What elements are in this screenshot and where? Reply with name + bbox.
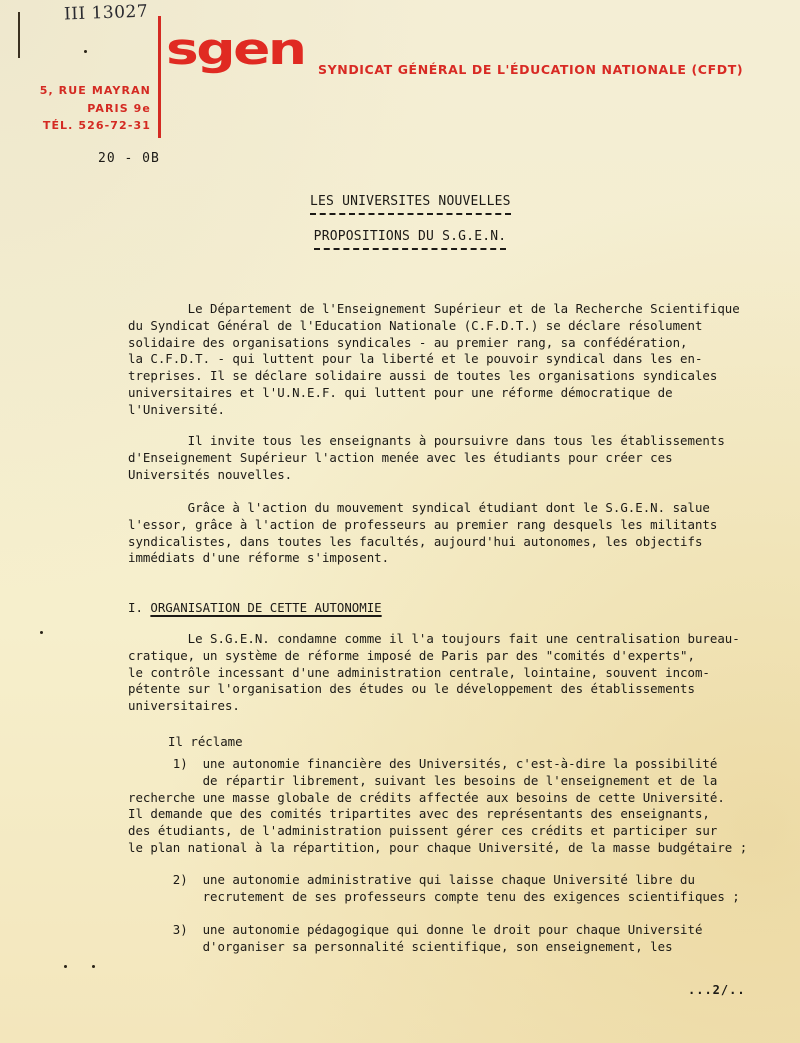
sgen-logo: sgen	[166, 24, 305, 75]
address-city: PARIS 9e	[87, 101, 151, 115]
claim-item-pedagogical: 3) une autonomie pédagogique qui donne le droit pour chaque Université d'organiser sa personnalité scientifique, son enseignement, les	[172, 922, 703, 954]
address-phone: TÉL. 526-72-31	[42, 119, 151, 132]
section-number: I.	[128, 600, 143, 615]
letterhead-divider	[158, 16, 161, 138]
claim-item-administrative: 2) une autonomie administrative qui laisse chaque Université libre du recrutement de ses professeurs compte tenu des exigences scientifiques ;	[172, 872, 740, 904]
document-title-text: LES UNIVERSITES NOUVELLES	[310, 194, 511, 215]
margin-mark	[18, 12, 20, 58]
paragraph-invitation: Il invite tous les enseignants à poursuivre dans tous les établissements d'Enseignement Supérieur l'action menée avec les étudiants pour créer ces Universités nouvelles.	[128, 433, 725, 482]
continuation-mark: ...2/..	[688, 983, 746, 997]
paper-speck	[64, 965, 67, 968]
organization-name: SYNDICAT GÉNÉRAL DE L'ÉDUCATION NATIONALE (CFDT)	[318, 62, 744, 77]
paragraph-condemnation: Le S.G.E.N. condamne comme il l'a toujours fait une centralisation bureau- cratique, un système de réforme imposé de Paris par des "comités d'experts", le contrôle incessant d'une administration centrale, lointaine, souvent incom- pétente sur l'organisation des études ou le développement des établissements universitaires.	[128, 631, 740, 714]
paper-speck	[40, 631, 43, 634]
document-subtitle	[310, 229, 510, 250]
paragraph-solidarity: Le Département de l'Enseignement Supérieur et de la Recherche Scientifique du Syndicat Général de l'Education Nationale (C.F.D.T.) se déclare résolument solidaire des organisations syndicales - au premier rang, sa confédération, la C.F.D.T. - qui luttent pour la liberté et le pouvoir syndical dans les en- treprises. Il se déclare solidaire aussi de toutes les organisations syndicales universitaires et l'U.N.E.F. qui luttent pour une réforme démocratique de l'Université.	[128, 301, 740, 417]
archive-reference: III 13027	[63, 1, 149, 25]
document-ref-code: 20 - 0B	[98, 151, 160, 166]
document-title	[310, 194, 510, 215]
claims-intro: Il réclame	[168, 734, 243, 749]
section-heading	[128, 600, 382, 615]
address-block	[30, 82, 151, 135]
document-subtitle-text: PROPOSITIONS DU S.G.E.N.	[314, 229, 507, 250]
paper-speck	[92, 965, 95, 968]
paper-speck	[84, 50, 87, 53]
claim-item-financial: 1) une autonomie financière des Universités, c'est-à-dire la possibilité de répartir librement, suivant les besoins de l'enseignement et de la recherche une masse globale de crédits affectée aux besoins de cette Université. Il demande que des comités tripartites avec des représentants des enseignants, des étudiants, de l'administration puissent gérer ces crédits et participer sur le plan national à la répartition, pour chaque Université, de la masse budgétaire ;	[128, 756, 748, 855]
section-title: ORGANISATION DE CETTE AUTONOMIE	[150, 600, 382, 615]
paragraph-objectives: Grâce à l'action du mouvement syndical étudiant dont le S.G.E.N. salue l'essor, grâce à l'action de professeurs au premier rang desquels les militants syndicalistes, dans toutes les facultés, aujourd'hui autonomes, les objectifs immédiats d'une réforme s'imposent.	[128, 500, 718, 566]
address-street: 5, RUE MAYRAN	[39, 84, 151, 97]
